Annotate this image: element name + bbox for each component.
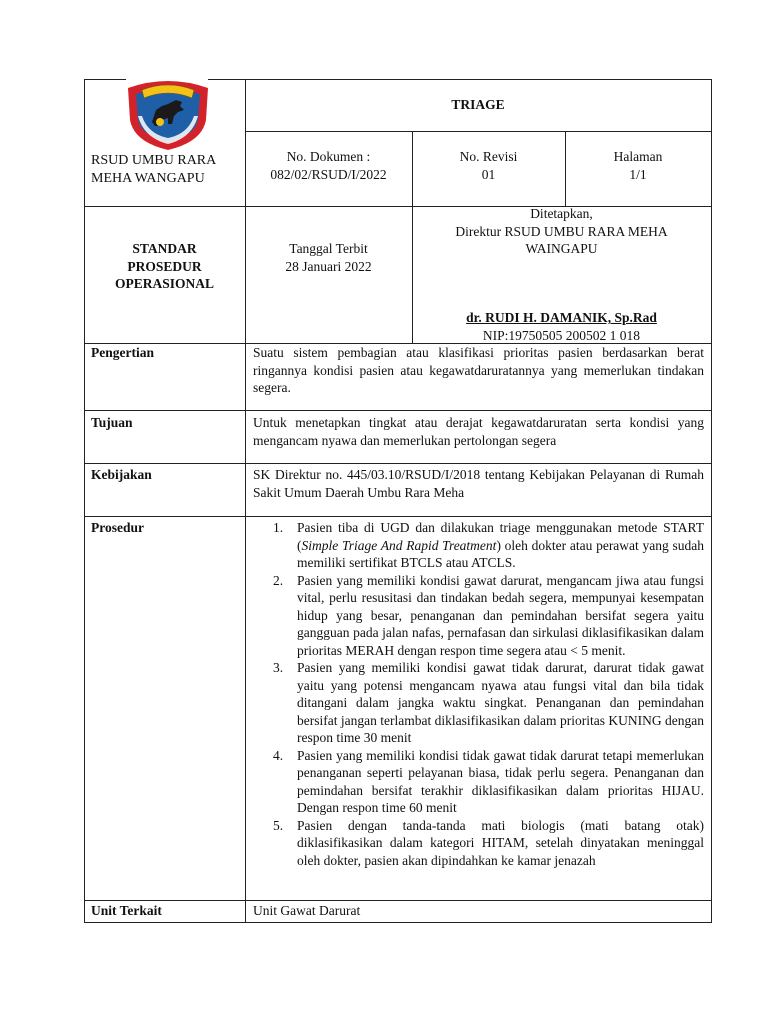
approved-label: Ditetapkan, <box>530 206 593 221</box>
hospital-name <box>91 152 241 188</box>
pengertian-text: Suatu sistem pembagian atau klasifikasi prioritas pasien berdasarkan berat ringannya kondisi pasien atau kegawatdaruratannya yang memerlukan tindakan segera. <box>253 345 704 395</box>
procedure-step <box>273 659 704 747</box>
unit-terkait-label: Unit Terkait <box>91 903 162 918</box>
prosedur-label: Prosedur <box>91 520 144 535</box>
procedure-step-number: 3. <box>273 660 284 675</box>
sop-label-line: PROSEDUR <box>127 258 202 274</box>
row-divider <box>84 410 712 411</box>
procedure-step-number: 2. <box>273 572 284 588</box>
sop-label <box>84 240 245 293</box>
row-divider <box>84 463 712 464</box>
revision-number <box>412 148 565 183</box>
sop-label-line: OPERASIONAL <box>114 276 214 291</box>
procedure-steps <box>273 519 704 869</box>
document-number <box>245 148 412 183</box>
row-divider <box>245 131 711 132</box>
procedure-step-text: Pasien tiba di UGD dan dilakukan triage menggunakan metode START ( <box>297 520 704 553</box>
procedure-step-number: 4. <box>273 747 284 763</box>
procedure-step-text: ) oleh dokter atau perawat yang sudah memiliki sertifikat BTCLS atau ATCLS. <box>297 537 704 570</box>
sop-label-line: STANDAR <box>132 241 197 256</box>
page-number <box>565 148 711 183</box>
row-divider <box>84 900 712 901</box>
unit-terkait-text: Unit Gawat Darurat <box>253 903 361 918</box>
doc-no-label: No. Dokumen : <box>286 149 371 164</box>
procedure-step-text: Pasien dengan tanda-tanda mati biologis (mati batang otak) diklasifikasikan dalam kategori HITAM, setelah dinyatakan meninggal oleh dokter, pasien akan dipindahkan ke kamar jenazah <box>297 817 704 868</box>
kebijakan-text: SK Direktur no. 445/03.10/RSUD/I/2018 tentang Kebijakan Pelayanan di Rumah Sakit Umum Daerah Umbu Rara Meha <box>253 467 704 500</box>
hospital-logo <box>122 76 214 152</box>
page-value: 1/1 <box>629 166 647 182</box>
procedure-step <box>273 817 704 870</box>
revision-label: No. Revisi <box>459 149 518 164</box>
procedure-step <box>273 572 704 660</box>
signature-block <box>412 309 711 344</box>
approver-title: WAINGAPU <box>525 241 598 256</box>
procedure-step <box>273 747 704 817</box>
procedure-step-text: Pasien yang memiliki kondisi tidak gawat tidak darurat tetapi memerlukan penanganan seperti pelayanan biasa, tidak perlu segera. Penanganan dan pemindahan bersifat terakhir diklasifikasikan dalam prioritas HIJAU. Dengan respon time 60 menit <box>297 747 704 815</box>
revision-value: 01 <box>481 166 496 182</box>
document-title: TRIAGE <box>451 97 505 112</box>
page-label: Halaman <box>613 149 663 164</box>
hospital-name-line: MEHA WANGAPU <box>91 171 205 186</box>
row-divider <box>84 516 712 517</box>
issue-date-label: Tanggal Terbit <box>289 241 368 256</box>
approval-block <box>412 205 711 258</box>
doc-no-value: 082/02/RSUD/I/2022 <box>270 166 387 182</box>
tujuan-text: Untuk menetapkan tingkat atau derajat kegawatdaruratan serta kondisi yang mengancam nyawa dan memerlukan pertolongan segera <box>253 415 704 448</box>
issue-date <box>245 240 412 275</box>
procedure-step-text: Pasien yang memiliki kondisi gawat tidak darurat, darurat tidak gawat yaitu yang potensi mengancam nyawa atau fungsi vital dan bila tidak ditangani dalam jangka waktu singkat. Penanganan dan pemindahan bersifat jangan terlambat diklasifikasikan dalam prioritas KUNING dengan respon time 30 menit <box>297 660 704 745</box>
procedure-step-number: 5. <box>273 817 284 833</box>
hospital-name-line: RSUD UMBU RARA <box>91 153 217 168</box>
prosedur-list <box>273 519 704 869</box>
approver-title: Direktur RSUD UMBU RARA MEHA <box>455 223 668 239</box>
kebijakan-label: Kebijakan <box>91 467 152 482</box>
procedure-step-text: Pasien yang memiliki kondisi gawat darurat, mengancam jiwa atau fungsi vital, perlu resusitasi dan tindakan bedah segera, mempunyai kesempatan hidup yang besar, penanganan dan pemindahan bersifat segera yaitu gangguan pada jalan nafas, pernafasan dan sirkulasi diklasifikasikan dalam prioritas MERAH dengan respon time segera atau < 5 menit. <box>297 572 704 658</box>
table-border-bottom <box>84 922 712 923</box>
signer-nip: NIP:19750505 200502 1 018 <box>482 327 641 343</box>
pengertian-label: Pengertian <box>91 345 154 360</box>
signer-name: dr. RUDI H. DAMANIK, Sp.Rad <box>466 310 657 325</box>
tujuan-label: Tujuan <box>91 415 133 430</box>
procedure-step-number: 1. <box>273 520 284 535</box>
procedure-step-emphasis: Simple Triage And Rapid Treatment <box>301 537 497 553</box>
issue-date-value: 28 Januari 2022 <box>285 258 372 274</box>
procedure-step <box>273 519 704 572</box>
